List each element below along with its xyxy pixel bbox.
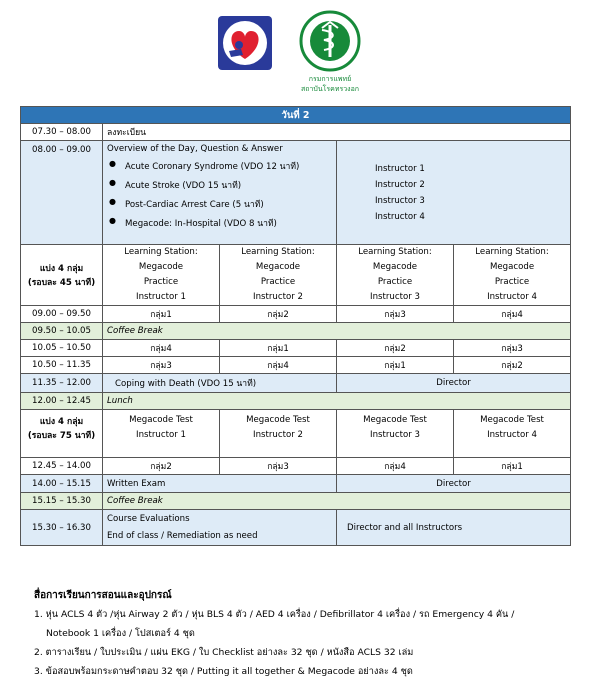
station-line: Practice <box>494 277 530 287</box>
station-cell <box>454 245 571 306</box>
list-item <box>34 605 579 643</box>
group-cell: กลุ่ม1 <box>103 306 220 323</box>
station-instructor: Instructor 3 <box>370 430 420 440</box>
time-cell: 08.00 – 09.00 <box>21 141 103 245</box>
final-line-2: End of class / Remediation as need <box>107 530 258 541</box>
group-cell: กลุ่ม4 <box>103 340 220 357</box>
list-item: ● Post-Cardiac Arrest Care (5 นาที) <box>125 197 332 211</box>
instructor-label: Instructor 4 <box>375 211 425 222</box>
split-label-1: แบ่ง 4 กลุ่ม <box>39 264 84 274</box>
group-cell: กลุ่ม4 <box>337 458 454 475</box>
group-cell: กลุ่ม2 <box>337 340 454 357</box>
station-instructor: Instructor 2 <box>253 292 303 302</box>
group-cell: กลุ่ม3 <box>220 458 337 475</box>
day-header: วันที่ 2 <box>21 107 571 124</box>
overview-instructors <box>337 141 571 245</box>
split-label-1: แบ่ง 4 กลุ่ม <box>39 417 84 427</box>
station-instructor: Instructor 1 <box>136 430 186 440</box>
topic-list <box>107 159 332 230</box>
instructor-label: Instructor 1 <box>375 163 425 174</box>
station-cell <box>454 410 571 458</box>
group-cell: กลุ่ม3 <box>103 357 220 374</box>
final-cell <box>103 510 337 546</box>
station-instructor: Instructor 4 <box>487 292 537 302</box>
list-item: ● Megacode: In-Hospital (VDO 8 นาที) <box>125 216 332 230</box>
station-line: Learning Station: Megacode <box>124 247 198 272</box>
group-cell: กลุ่ม1 <box>454 458 571 475</box>
final-row <box>21 510 571 546</box>
split-label <box>21 410 103 458</box>
list-item: ● Acute Stroke (VDO 15 นาที) <box>125 178 332 192</box>
station-cell <box>220 245 337 306</box>
day-header-row <box>21 107 571 124</box>
split1-row <box>21 245 571 306</box>
station-line: Practice <box>377 277 413 287</box>
station-line: Practice <box>260 277 296 287</box>
time-cell: 10.05 – 10.50 <box>21 340 103 357</box>
overview-title: Overview of the Day, Question & Answer <box>107 144 283 154</box>
final-right: Director and all Instructors <box>337 510 571 546</box>
group-cell: กลุ่ม3 <box>454 340 571 357</box>
rotation-row <box>21 340 571 357</box>
coping-row <box>21 374 571 393</box>
break-label: Coffee Break <box>103 493 571 510</box>
split2-row <box>21 410 571 458</box>
list-item: 2. ตารางเรียน / ใบประเมิน / แผ่น EKG / ใบ Checklist อย่างละ 32 ชุด / หนังสือ ACLS 32 เล่ม <box>34 647 414 658</box>
split-label-2: (รอบละ 75 นาที) <box>27 431 96 441</box>
station-line: Learning Station: Megacode <box>358 247 432 272</box>
time-cell: 11.35 – 12.00 <box>21 374 103 393</box>
time-cell: 15.15 – 15.30 <box>21 493 103 510</box>
station-line: Megacode Test <box>129 415 193 425</box>
resources-section <box>34 586 579 681</box>
registration-row <box>21 124 571 141</box>
time-cell: 10.50 – 11.35 <box>21 357 103 374</box>
time-cell: 14.00 – 15.15 <box>21 475 103 493</box>
station-cell <box>337 245 454 306</box>
overview-row <box>21 141 571 245</box>
time-cell: 12.45 – 14.00 <box>21 458 103 475</box>
rotation-row <box>21 306 571 323</box>
station-instructor: Instructor 4 <box>487 430 537 440</box>
logo-caption-1: กรมการแพทย์ <box>308 75 352 83</box>
logo-caption-2: สถาบันโรคทรวงอก <box>300 85 360 93</box>
station-cell <box>103 245 220 306</box>
coping-label: Coping with Death (VDO 15 นาที) <box>103 374 337 393</box>
station-cell <box>220 410 337 458</box>
resources-title: สื่อการเรียนการสอนและอุปกรณ์ <box>34 590 172 601</box>
ministry-seal-logo <box>291 10 369 72</box>
group-cell: กลุ่ม2 <box>454 357 571 374</box>
station-line: Practice <box>143 277 179 287</box>
lunch-label: Lunch <box>103 393 571 410</box>
list-item: ● Acute Coronary Syndrome (VDO 12 นาที) <box>125 159 332 173</box>
group-cell: กลุ่ม2 <box>220 306 337 323</box>
station-line: Megacode Test <box>363 415 427 425</box>
station-cell <box>103 410 220 458</box>
station-line: Learning Station: Megacode <box>241 247 315 272</box>
time-cell: 12.00 – 12.45 <box>21 393 103 410</box>
exam-director: Director <box>337 475 571 493</box>
break-row <box>21 323 571 340</box>
resource-item-1: 1. หุ่น ACLS 4 ตัว /หุ่น Airway 2 ตัว / หุ่น BLS 4 ตัว / AED 4 เครื่อง / Defibrillator 4 เครื่อง / รถ Emergency 4 คัน / <box>34 609 515 620</box>
group-cell: กลุ่ม3 <box>337 306 454 323</box>
final-line-1: Course Evaluations <box>107 513 190 524</box>
logo-header <box>0 10 589 100</box>
station-line: Learning Station: Megacode <box>475 247 549 272</box>
station-instructor: Instructor 3 <box>370 292 420 302</box>
lunch-row <box>21 393 571 410</box>
break-label: Coffee Break <box>103 323 571 340</box>
rotation-row <box>21 458 571 475</box>
heart-logo <box>217 15 273 71</box>
list-item: 3. ข้อสอบพร้อมกระดาษคำตอบ 32 ชุด / Putting it all together & Megacode อย่างละ 4 ชุด <box>34 666 413 677</box>
time-cell: 07.30 – 08.00 <box>21 124 103 141</box>
registration-label: ลงทะเบียน <box>103 124 571 141</box>
split-label-2: (รอบละ 45 นาที) <box>27 278 96 288</box>
resource-item-1-cont: Notebook 1 เครื่อง / โปสเตอร์ 4 ชุด <box>46 628 195 639</box>
group-cell: กลุ่ม1 <box>220 340 337 357</box>
time-cell: 09.50 – 10.05 <box>21 323 103 340</box>
station-line: Megacode Test <box>480 415 544 425</box>
exam-label: Written Exam <box>103 475 337 493</box>
station-instructor: Instructor 1 <box>136 292 186 302</box>
break-row <box>21 493 571 510</box>
coping-director: Director <box>337 374 571 393</box>
group-cell: กลุ่ม4 <box>454 306 571 323</box>
instructor-label: Instructor 3 <box>375 195 425 206</box>
schedule-table <box>20 106 571 546</box>
station-line: Megacode Test <box>246 415 310 425</box>
group-cell: กลุ่ม2 <box>103 458 220 475</box>
time-cell: 15.30 – 16.30 <box>21 510 103 546</box>
instructor-label: Instructor 2 <box>375 179 425 190</box>
station-cell <box>337 410 454 458</box>
time-cell: 09.00 – 09.50 <box>21 306 103 323</box>
station-instructor: Instructor 2 <box>253 430 303 440</box>
exam-row <box>21 475 571 493</box>
split-label <box>21 245 103 306</box>
rotation-row <box>21 357 571 374</box>
overview-cell <box>103 141 337 245</box>
group-cell: กลุ่ม1 <box>337 357 454 374</box>
group-cell: กลุ่ม4 <box>220 357 337 374</box>
